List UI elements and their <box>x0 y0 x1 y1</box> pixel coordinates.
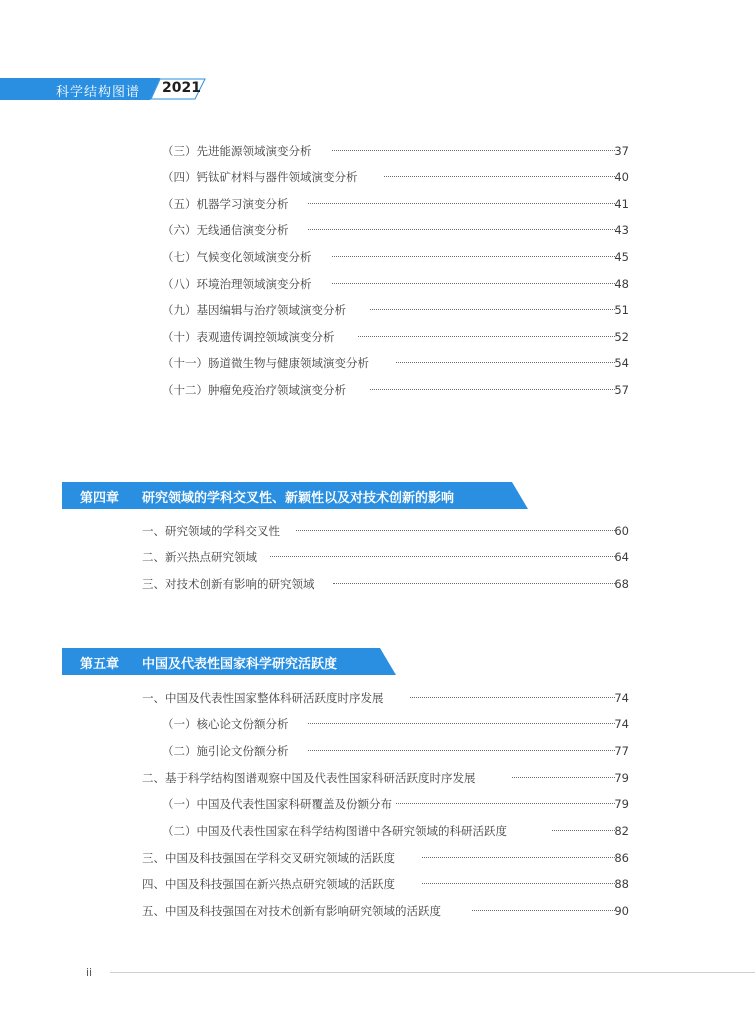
toc-entry[interactable] <box>0 795 755 813</box>
footer-page-number: ii <box>86 966 93 979</box>
toc-entry-label: （二）施引论文份额分析 <box>162 744 289 758</box>
chapter-title: 中国及代表性国家科学研究活跃度 <box>142 657 338 672</box>
leader-dots <box>308 723 615 724</box>
toc-entry[interactable] <box>0 742 755 760</box>
toc-entry-page: 68 <box>614 577 629 591</box>
toc-entry[interactable] <box>0 275 755 293</box>
toc-entry-page: 64 <box>614 550 629 564</box>
leader-dots <box>422 883 615 884</box>
toc-entry-label: （九）基因编辑与治疗领域演变分析 <box>162 303 346 317</box>
toc-entry-page: 77 <box>614 744 629 758</box>
toc-entry-label: 一、研究领域的学科交叉性 <box>142 524 280 538</box>
leader-dots <box>308 750 615 751</box>
toc-entry-label: （七）气候变化领域演变分析 <box>162 250 312 264</box>
leader-dots <box>332 256 615 257</box>
toc-entry-label: 三、对技术创新有影响的研究领域 <box>142 577 315 591</box>
book-title: 科学结构图谱 <box>56 85 141 100</box>
toc-entry-page: 43 <box>614 223 629 237</box>
toc-entry-page: 54 <box>614 356 629 370</box>
toc-entry-page: 60 <box>614 524 629 538</box>
chapter-5-banner[interactable] <box>62 648 396 675</box>
leader-dots <box>472 910 615 911</box>
toc-entry-label: （三）先进能源领域演变分析 <box>162 144 312 158</box>
leader-dots <box>308 203 615 204</box>
leader-dots <box>370 309 615 310</box>
toc-entry-page: 79 <box>614 771 629 785</box>
toc-entry[interactable] <box>0 689 755 707</box>
toc-entry[interactable] <box>0 902 755 920</box>
leader-dots <box>332 283 615 284</box>
toc-entry[interactable] <box>0 221 755 239</box>
toc-entry-page: 86 <box>614 851 629 865</box>
chapter-4-banner[interactable] <box>62 482 528 509</box>
running-header <box>0 78 210 100</box>
toc-entry-page: 48 <box>614 277 629 291</box>
toc-entry-label: （二）中国及代表性国家在科学结构图谱中各研究领域的科研活跃度 <box>162 824 507 838</box>
toc-entry[interactable] <box>0 548 755 566</box>
toc-entry[interactable] <box>0 142 755 160</box>
toc-entry[interactable] <box>0 849 755 867</box>
toc-entry[interactable] <box>0 168 755 186</box>
leader-dots <box>332 150 615 151</box>
toc-entry[interactable] <box>0 354 755 372</box>
leader-dots <box>358 336 615 337</box>
toc-entry[interactable] <box>0 381 755 399</box>
toc-entry-page: 74 <box>614 717 629 731</box>
toc-entry-page: 88 <box>614 877 629 891</box>
toc-entry-page: 45 <box>614 250 629 264</box>
toc-entry[interactable] <box>0 248 755 266</box>
toc-entry[interactable] <box>0 769 755 787</box>
toc-entry-label: （六）无线通信演变分析 <box>162 223 289 237</box>
leader-dots <box>296 530 615 531</box>
toc-entry[interactable] <box>0 875 755 893</box>
toc-entry-label: （一）核心论文份额分析 <box>162 717 289 731</box>
leader-dots <box>410 697 615 698</box>
toc-entry[interactable] <box>0 575 755 593</box>
book-year: 2021 <box>162 80 201 96</box>
toc-entry-label: 五、中国及科技强国在对技术创新有影响研究领域的活跃度 <box>142 904 441 918</box>
toc-entry-page: 79 <box>614 797 629 811</box>
chapter-title: 研究领域的学科交叉性、新颖性以及对技术创新的影响 <box>142 491 455 506</box>
toc-entry-page: 74 <box>614 691 629 705</box>
leader-dots <box>384 176 615 177</box>
leader-dots <box>270 556 615 557</box>
chapter-number: 第五章 <box>80 657 120 672</box>
footer-rule <box>110 972 755 973</box>
toc-entry-label: （一）中国及代表性国家科研覆盖及份额分布 <box>162 797 392 811</box>
leader-dots <box>396 803 615 804</box>
toc-entry-page: 82 <box>614 824 629 838</box>
toc-entry-label: 二、新兴热点研究领域 <box>142 550 257 564</box>
toc-entry-label: （十一）肠道微生物与健康领域演变分析 <box>162 356 369 370</box>
leader-dots <box>512 777 615 778</box>
toc-entry-page: 41 <box>614 197 629 211</box>
toc-entry-label: 一、中国及代表性国家整体科研活跃度时序发展 <box>142 691 384 705</box>
toc-entry[interactable] <box>0 301 755 319</box>
toc-entry-label: （八）环境治理领域演变分析 <box>162 277 312 291</box>
toc-entry[interactable] <box>0 715 755 733</box>
toc-entry-label: 四、中国及科技强国在新兴热点研究领域的活跃度 <box>142 877 395 891</box>
toc-entry-page: 90 <box>614 904 629 918</box>
toc-entry[interactable] <box>0 822 755 840</box>
leader-dots <box>370 389 615 390</box>
toc-entry-label: （十二）肿瘤免疫治疗领域演变分析 <box>162 383 346 397</box>
toc-entry[interactable] <box>0 522 755 540</box>
leader-dots <box>422 857 615 858</box>
toc-entry[interactable] <box>0 328 755 346</box>
toc-entry-page: 37 <box>614 144 629 158</box>
toc-entry-page: 51 <box>614 303 629 317</box>
toc-entry-label: 三、中国及科技强国在学科交叉研究领域的活跃度 <box>142 851 395 865</box>
leader-dots <box>396 362 615 363</box>
leader-dots <box>333 583 615 584</box>
toc-entry[interactable] <box>0 195 755 213</box>
leader-dots <box>308 229 615 230</box>
chapter-number: 第四章 <box>80 491 120 506</box>
toc-entry-label: （四）钙钛矿材料与器件领域演变分析 <box>162 170 358 184</box>
toc-entry-page: 40 <box>614 170 629 184</box>
toc-entry-page: 57 <box>614 383 629 397</box>
leader-dots <box>552 830 615 831</box>
toc-entry-label: （五）机器学习演变分析 <box>162 197 289 211</box>
toc-entry-page: 52 <box>614 330 629 344</box>
toc-entry-label: （十）表观遗传调控领域演变分析 <box>162 330 335 344</box>
toc-entry-label: 二、基于科学结构图谱观察中国及代表性国家科研活跃度时序发展 <box>142 771 476 785</box>
